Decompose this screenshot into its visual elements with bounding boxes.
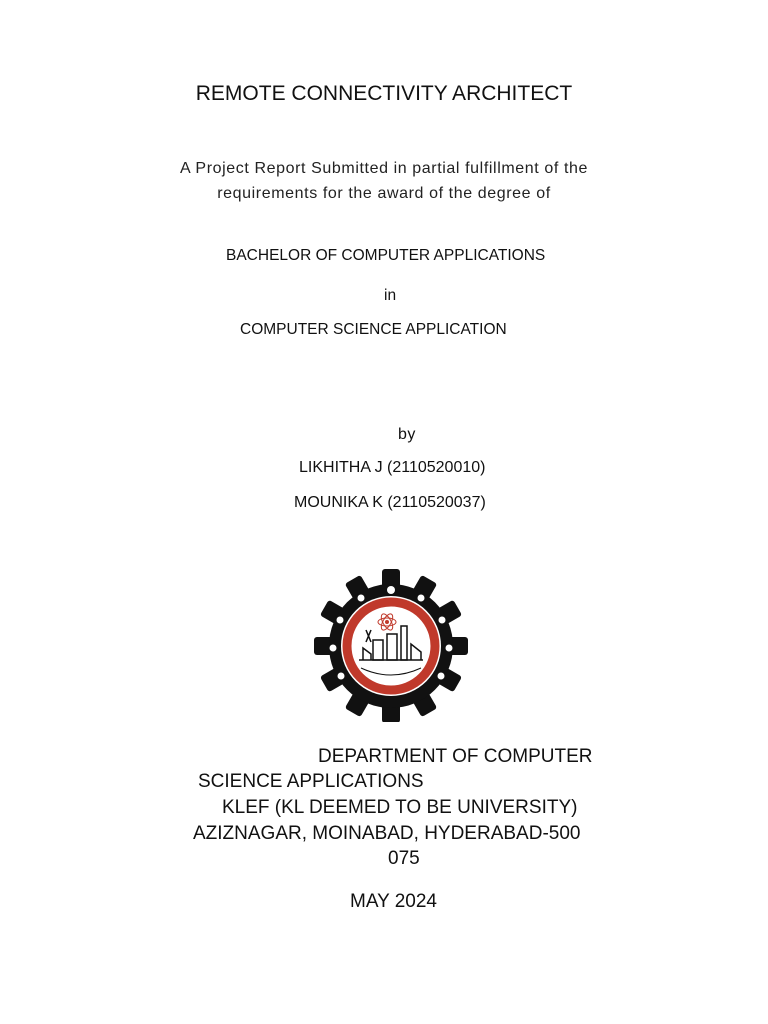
subtitle-line-2: requirements for the award of the degree of (217, 185, 551, 202)
program-name: COMPUTER SCIENCE APPLICATION (240, 321, 507, 338)
author-2: MOUNIKA K (2110520037) (294, 494, 486, 511)
department-line-2: SCIENCE APPLICATIONS (198, 771, 424, 792)
by-label: by (398, 426, 416, 443)
university-logo (311, 568, 471, 722)
author-1: LIKHITHA J (2110520010) (299, 459, 486, 476)
subtitle-line-1: A Project Report Submitted in partial fulfillment of the (179, 160, 588, 177)
department-line-1: DEPARTMENT OF COMPUTER (318, 746, 593, 767)
address-line: AZIZNAGAR, MOINABAD, HYDERABAD-500 (193, 823, 581, 844)
submission-date: MAY 2024 (350, 891, 437, 912)
address-pincode: 075 (388, 848, 420, 869)
report-title: REMOTE CONNECTIVITY ARCHITECT (195, 82, 573, 105)
degree-name: BACHELOR OF COMPUTER APPLICATIONS (226, 247, 546, 264)
in-connector: in (384, 287, 397, 304)
university-name: KLEF (KL DEEMED TO BE UNIVERSITY) (222, 797, 578, 818)
